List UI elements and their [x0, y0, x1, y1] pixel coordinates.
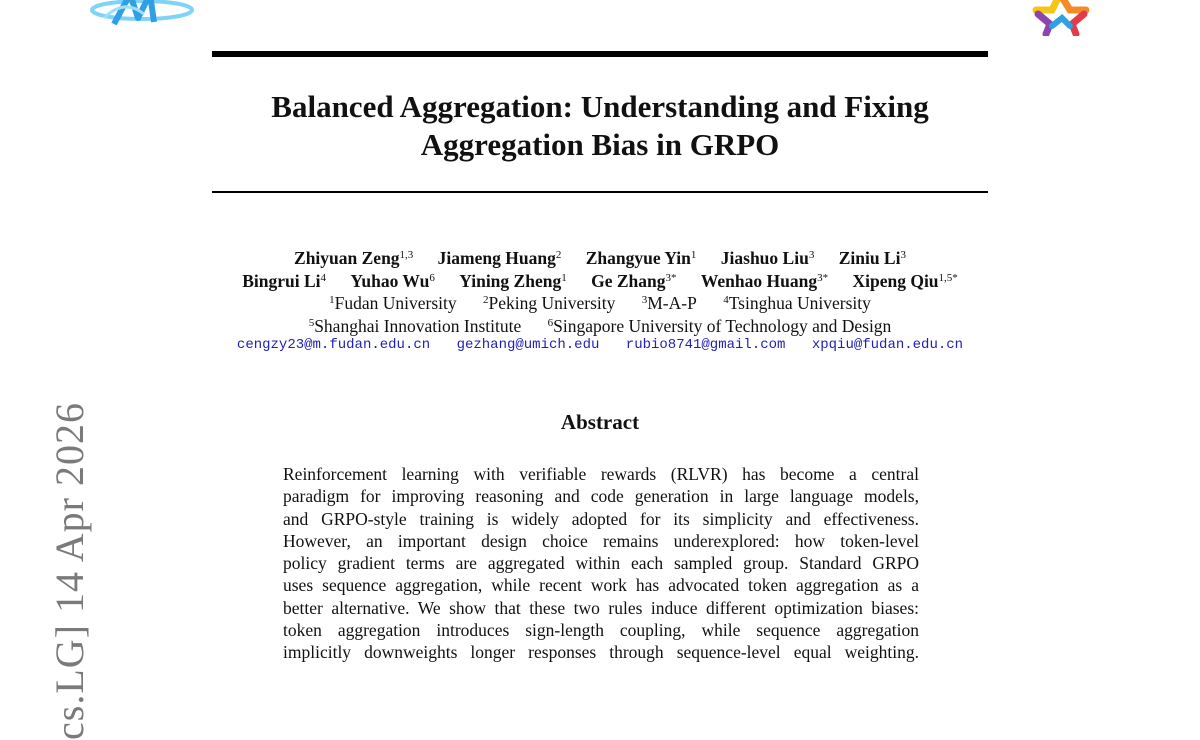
title-line-2: Aggregation Bias in GRPO — [420, 127, 780, 162]
affiliation: $^5$Shanghai Innovation Institute — [308, 316, 522, 336]
abstract-line: policy gradient terms are aggregated within each sampled group. Standard GRPO — [283, 553, 919, 574]
email-link[interactable]: cengzy23@m.fudan.edu.cn — [236, 337, 431, 353]
paper-title — [212, 88, 988, 164]
author-line-1 — [150, 247, 1050, 270]
affiliation: $^4$Tsinghua University — [723, 293, 871, 313]
author-list — [150, 247, 1050, 293]
abstract-line: uses sequence aggregation, while recent work has advocated token aggregation as a — [283, 575, 919, 596]
abstract-text — [283, 463, 919, 664]
abstract-line: Reinforcement learning with verifiable rewards (RLVR) has become a central — [283, 464, 919, 484]
title-top-rule — [212, 51, 988, 57]
abstract-line: token aggregation introduces sign-length coupling, while sequence aggregation — [283, 620, 919, 641]
arxiv-stamp: cs.LG] 14 Apr 2026 — [47, 402, 92, 740]
email-link[interactable]: rubio8741@gmail.com — [625, 337, 786, 353]
affiliation: $^1$Fudan University — [329, 293, 457, 313]
affiliation-line-1 — [150, 292, 1050, 315]
author-line-2 — [150, 270, 1050, 293]
affiliation-list — [150, 292, 1050, 338]
email-link[interactable]: xpqiu@fudan.edu.cn — [811, 337, 964, 353]
author: Ziniu Li$^3$ — [838, 248, 906, 268]
dolphin-logo — [84, 0, 196, 28]
author: Zhiyuan Zeng$^{1,3}$ — [294, 248, 414, 268]
abstract-line: paradigm for improving reasoning and code generation in large language models, — [283, 486, 919, 507]
author: Jiashuo Liu$^3$ — [720, 248, 815, 268]
author: Yining Zheng$^1$ — [459, 271, 567, 291]
star-logo — [1030, 0, 1092, 36]
abstract-line: and GRPO-style training is widely adopted for its simplicity and effectiveness. — [283, 508, 919, 529]
author: Xipeng Qiu$^{1,5*}$ — [852, 271, 958, 291]
affiliation: $^3$M-A-P — [641, 293, 697, 313]
author: Zhangyue Yin$^1$ — [585, 248, 697, 268]
author: Wenhao Huang$^{3*}$ — [700, 271, 829, 291]
affiliation: $^6$Singapore University of Technology and Design — [547, 316, 892, 336]
email-list — [150, 337, 1050, 353]
abstract-heading: Abstract — [560, 410, 640, 434]
abstract-line: implicitly downweights longer responses through sequence-level equal weighting. — [283, 642, 919, 663]
title-line-1: Balanced Aggregation: Understanding and Fixing — [271, 89, 929, 124]
affiliation: $^2$Peking University — [483, 293, 616, 313]
author: Yuhao Wu$^6$ — [350, 271, 435, 291]
author: Bingrui Li$^4$ — [242, 271, 326, 291]
author: Jiameng Huang$^2$ — [437, 248, 562, 268]
author: Ge Zhang$^{3*}$ — [591, 271, 677, 291]
abstract-line: better alternative. We show that these two rules induce different optimization biases: — [283, 597, 919, 618]
abstract-line: However, an important design choice remains underexplored: how token-level — [283, 530, 919, 551]
title-bottom-rule — [212, 191, 988, 193]
affiliation-line-2 — [150, 315, 1050, 338]
email-link[interactable]: gezhang@umich.edu — [456, 337, 600, 353]
